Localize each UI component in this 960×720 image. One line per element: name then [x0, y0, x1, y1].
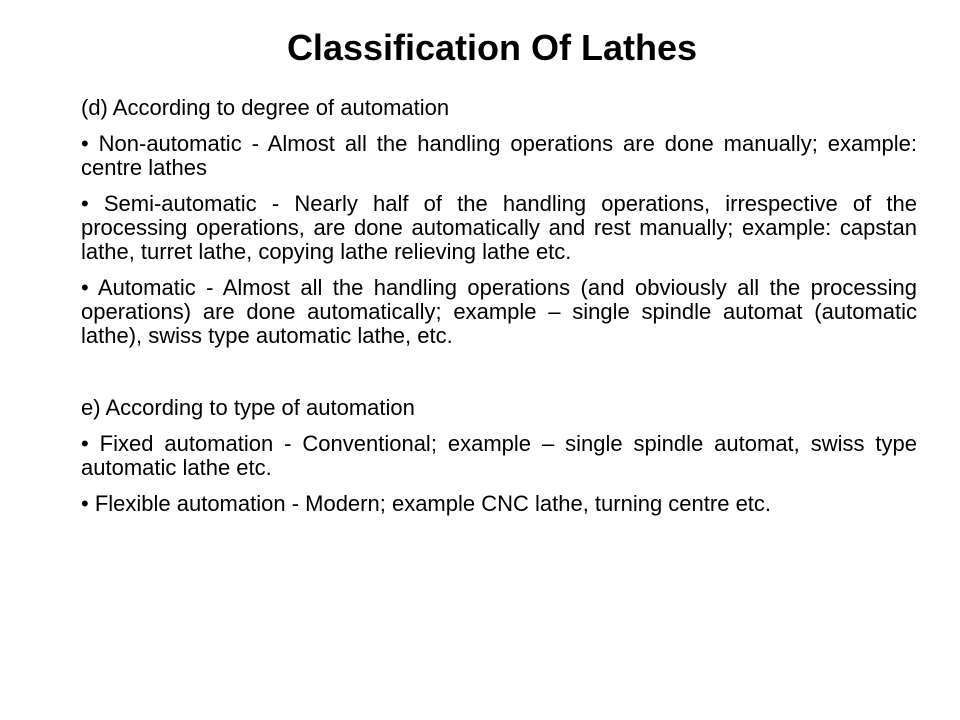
- slide-title: Classification Of Lathes: [286, 27, 698, 68]
- section-d-heading: (d) According to degree of automation: [81, 95, 450, 120]
- section-spacer: [81, 360, 917, 396]
- bullet-flexible-automation: • Flexible automation - Modern; example CNC lathe, turning centre etc.: [81, 491, 772, 516]
- section-e-heading: e) According to type of automation: [81, 395, 415, 420]
- slide-body: [81, 96, 917, 528]
- bullet-semi-automatic: • Semi-automatic - Nearly half of the handling operations, irrespective of the processing operations, are done automatically and rest manually; example: capstan lathe, turret lathe, copying lathe relieving lathe etc.: [81, 191, 917, 264]
- bullet-automatic: • Automatic - Almost all the handling operations (and obviously all the processing operations) are done automatically; example – single spindle automat (automatic lathe), swiss type automatic lathe, etc.: [81, 275, 917, 348]
- bullet-non-automatic: • Non-automatic - Almost all the handling operations are done manually; example: centre lathes: [81, 131, 917, 180]
- bullet-fixed-automation: • Fixed automation - Conventional; example – single spindle automat, swiss type automatic lathe etc.: [81, 431, 917, 480]
